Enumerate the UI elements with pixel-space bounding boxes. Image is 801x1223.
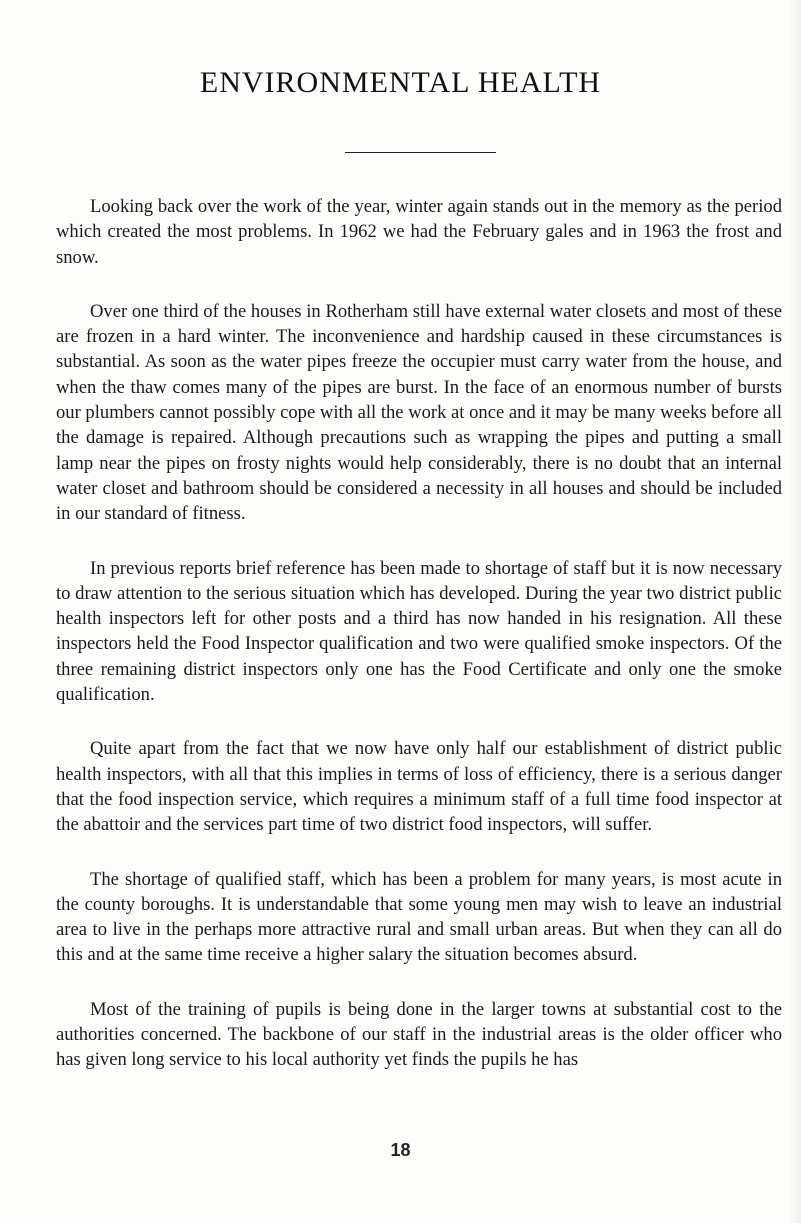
page-title: ENVIRONMENTAL HEALTH [199, 66, 602, 99]
paragraph: Looking back over the work of the year, winter again stands out in the memory as the period which created the most problems. In 1962 we had the February gales and in 1963 the frost and snow. [56, 196, 782, 268]
paragraph: In previous reports brief reference has been made to shortage of staff but it is now necessary to draw attention to the serious situation which has developed. During the year two district public health inspectors left for other posts and a third has now handed in his resignation. All these inspectors held the Food Inspector qualification and two were qualified smoke inspectors. Of the three remaining district inspectors only one has the Food Certificate and only one the smoke qualification. [56, 557, 782, 706]
paragraph: The shortage of qualified staff, which has been a problem for many years, is most acute in the county boroughs. It is understandable that some young men may wish to leave an industrial area to live in the perhaps more attractive rural and small urban areas. But when they can all do this and at the same time receive a higher salary the situation becomes absurd. [56, 868, 782, 966]
paragraph: Over one third of the houses in Rotherham still have external water closets and most of these are frozen in a hard winter. The inconvenience and hardship caused in these circumstances is substantial. As soon as the water pipes freeze the occupier must carry water from the house, and when the thaw comes many of the pipes are burst. In the face of an enormous number of bursts our plumbers cannot possibly cope with all the work at once and it may be many weeks before all the damage is repaired. Although precautions such as wrapping the pipes and putting a small lamp near the pipes on frosty nights would help considerably, there is no doubt that an internal water closet and bathroom should be considered a necessity in all houses and should be included in our standard of fitness. [56, 300, 782, 525]
body-text [56, 194, 782, 1102]
paragraph: Most of the training of pupils is being done in the larger towns at substantial cost to the authorities concerned. The backbone of our staff in the industrial areas is the older officer who has given long service to his local authority yet finds the pupils he has [56, 998, 782, 1071]
page-number: 18 [390, 1140, 411, 1160]
title-divider [345, 152, 496, 153]
page-edge-shadow [789, 0, 801, 1223]
paragraph: Quite apart from the fact that we now have only half our establishment of district public health inspectors, with all that this implies in terms of loss of efficiency, there is a serious danger that the food inspection service, which requires a minimum staff of a full time food inspector at the abattoir and the services part time of two district food inspectors, will suffer. [56, 738, 782, 836]
